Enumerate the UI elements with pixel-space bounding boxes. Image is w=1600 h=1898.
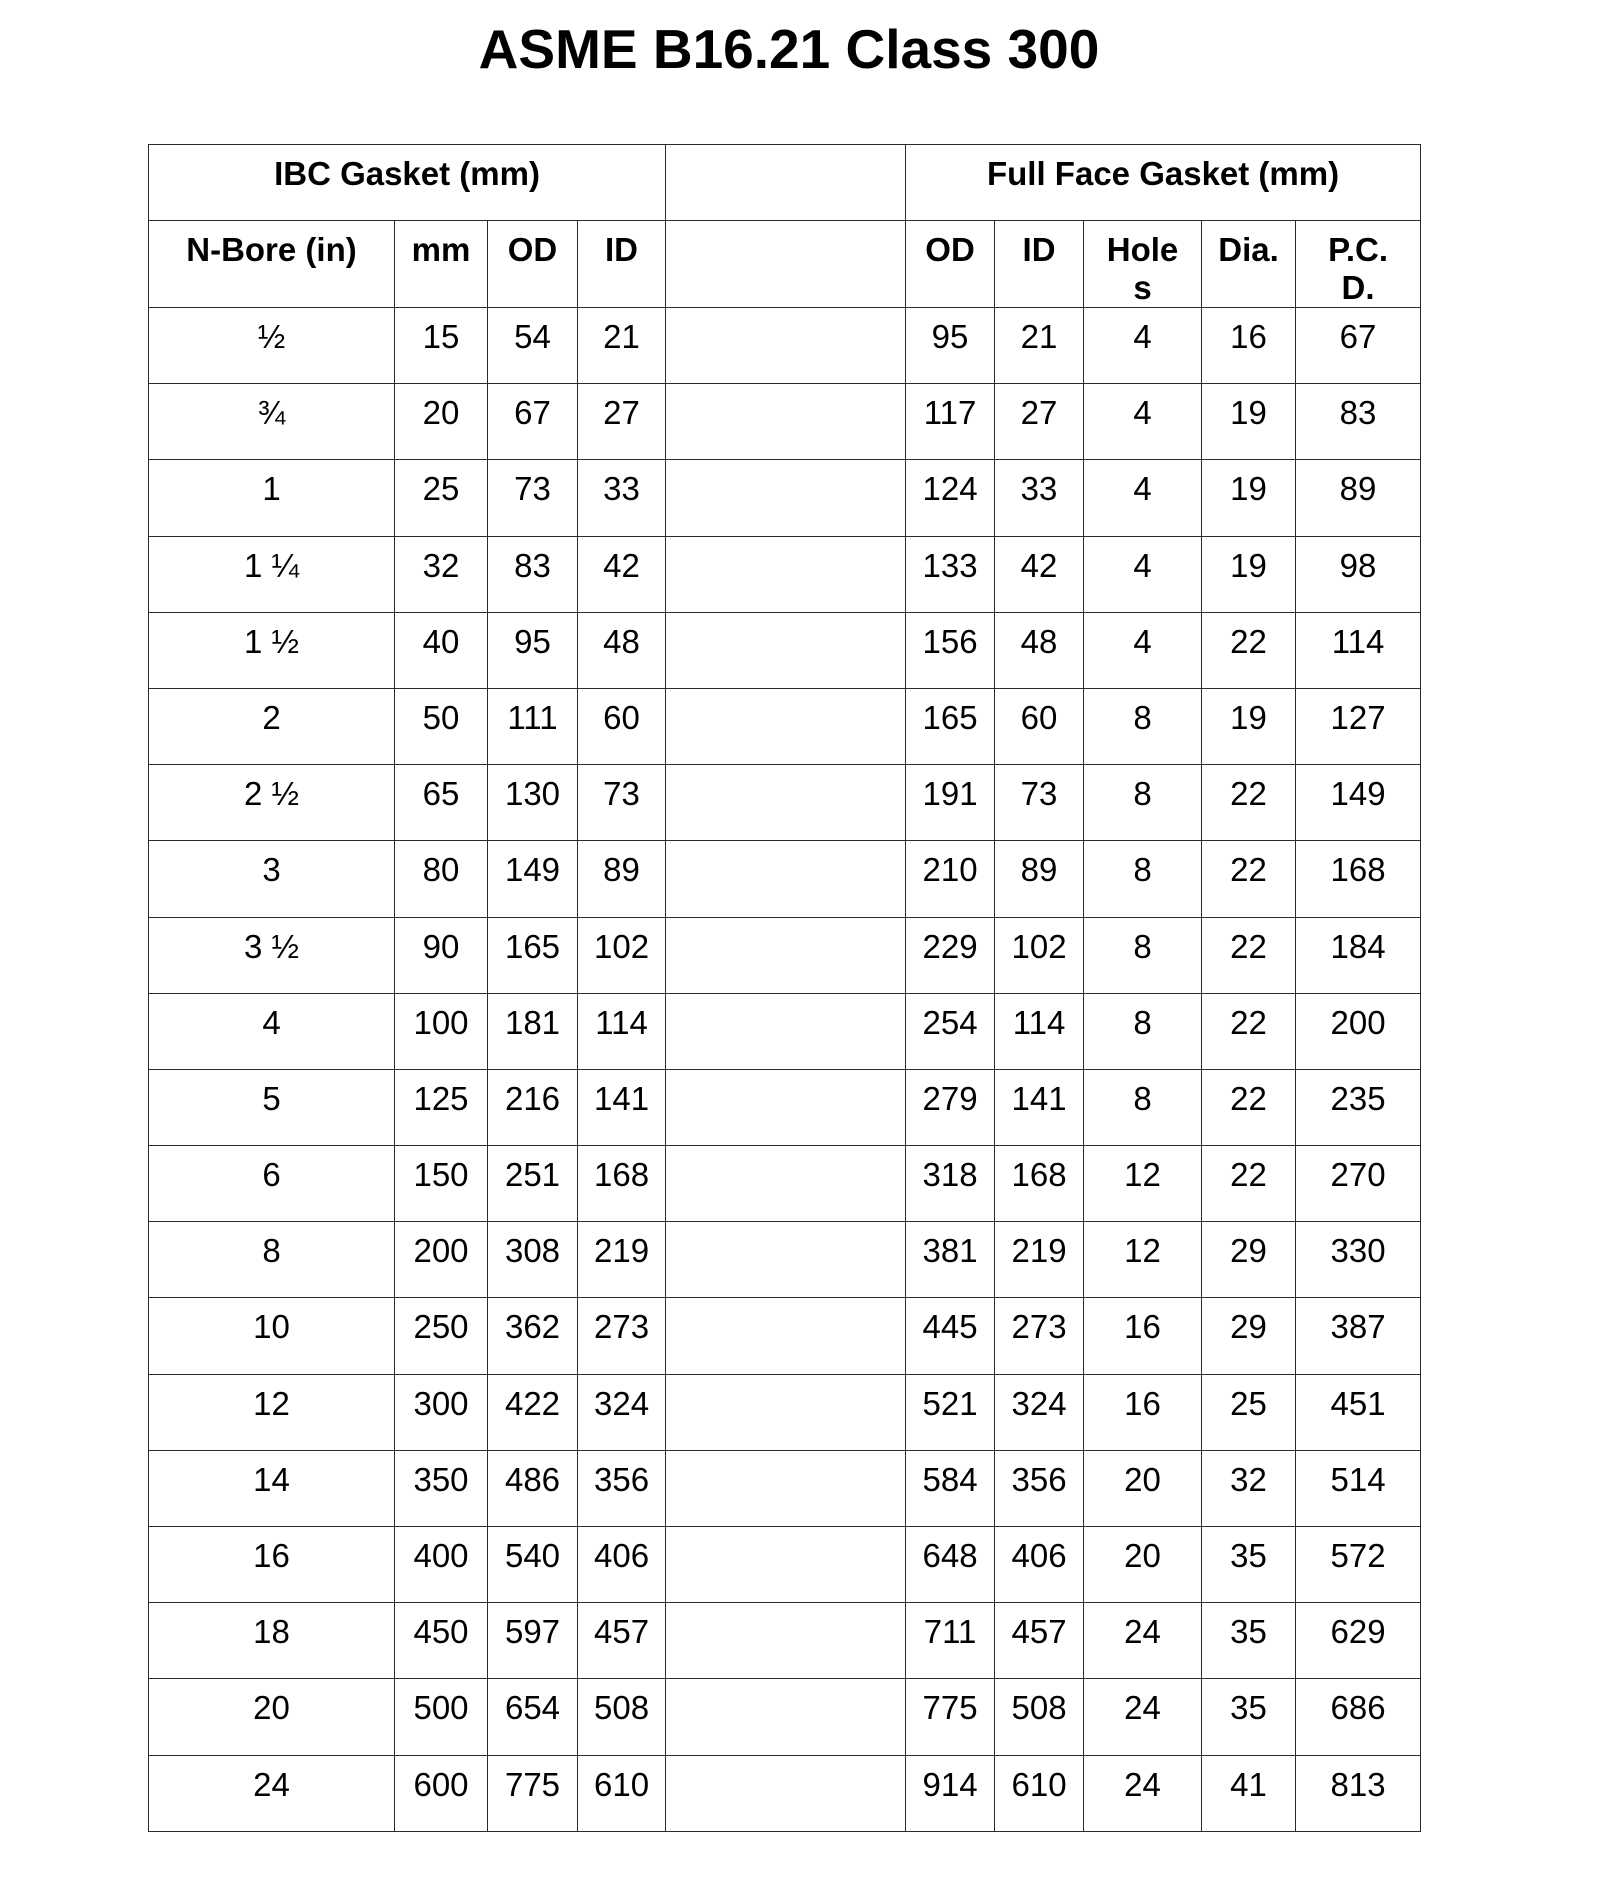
holes-cell: 12 xyxy=(1084,1146,1202,1222)
ff-id-cell: 114 xyxy=(995,993,1084,1069)
ff-od-cell: 191 xyxy=(906,765,995,841)
n-bore-cell: 8 xyxy=(149,1222,395,1298)
holes-cell: 8 xyxy=(1084,1069,1202,1145)
ff-od-cell: 133 xyxy=(906,536,995,612)
dia-cell: 35 xyxy=(1202,1603,1296,1679)
pcd-cell: 127 xyxy=(1296,688,1421,764)
n-bore-cell: 14 xyxy=(149,1450,395,1526)
ff-od-cell: 775 xyxy=(906,1679,995,1755)
mm-cell: 250 xyxy=(395,1298,488,1374)
pcd-cell: 200 xyxy=(1296,993,1421,1069)
column-header-mm: mm xyxy=(395,221,488,308)
group-header-ibc: IBC Gasket (mm) xyxy=(149,145,666,221)
mm-cell: 90 xyxy=(395,917,488,993)
table-row xyxy=(149,612,1421,688)
table-row xyxy=(149,308,1421,384)
spacer-cell xyxy=(666,993,906,1069)
table-row xyxy=(149,1146,1421,1222)
ibc-id-cell: 102 xyxy=(578,917,666,993)
ibc-od-cell: 67 xyxy=(488,384,578,460)
ibc-od-cell: 308 xyxy=(488,1222,578,1298)
ibc-od-cell: 362 xyxy=(488,1298,578,1374)
column-header-ff-id: ID xyxy=(995,221,1084,308)
column-header-holes: Holes xyxy=(1084,221,1202,308)
pcd-cell: 83 xyxy=(1296,384,1421,460)
holes-cell: 16 xyxy=(1084,1374,1202,1450)
pcd-cell: 451 xyxy=(1296,1374,1421,1450)
spacer-cell xyxy=(666,765,906,841)
ibc-od-cell: 422 xyxy=(488,1374,578,1450)
holes-cell: 16 xyxy=(1084,1298,1202,1374)
pcd-cell: 387 xyxy=(1296,1298,1421,1374)
ff-od-cell: 318 xyxy=(906,1146,995,1222)
ibc-id-cell: 33 xyxy=(578,460,666,536)
group-header-spacer xyxy=(666,145,906,221)
pcd-cell: 89 xyxy=(1296,460,1421,536)
ff-id-cell: 273 xyxy=(995,1298,1084,1374)
ibc-od-cell: 597 xyxy=(488,1603,578,1679)
dia-cell: 19 xyxy=(1202,460,1296,536)
holes-cell: 8 xyxy=(1084,993,1202,1069)
ff-od-cell: 124 xyxy=(906,460,995,536)
column-header-spacer xyxy=(666,221,906,308)
n-bore-cell: 12 xyxy=(149,1374,395,1450)
holes-cell: 8 xyxy=(1084,765,1202,841)
spacer-cell xyxy=(666,536,906,612)
dia-cell: 19 xyxy=(1202,688,1296,764)
ibc-od-cell: 486 xyxy=(488,1450,578,1526)
mm-cell: 80 xyxy=(395,841,488,917)
ff-od-cell: 210 xyxy=(906,841,995,917)
n-bore-cell: 18 xyxy=(149,1603,395,1679)
dia-cell: 29 xyxy=(1202,1298,1296,1374)
ibc-od-cell: 130 xyxy=(488,765,578,841)
ff-id-cell: 219 xyxy=(995,1222,1084,1298)
ff-id-cell: 356 xyxy=(995,1450,1084,1526)
spacer-cell xyxy=(666,1755,906,1831)
dia-cell: 22 xyxy=(1202,765,1296,841)
n-bore-cell: 2 xyxy=(149,688,395,764)
n-bore-cell: 3 xyxy=(149,841,395,917)
ibc-id-cell: 73 xyxy=(578,765,666,841)
ff-id-cell: 610 xyxy=(995,1755,1084,1831)
column-header-ibc-id: ID xyxy=(578,221,666,308)
dia-cell: 22 xyxy=(1202,917,1296,993)
mm-cell: 450 xyxy=(395,1603,488,1679)
pcd-cell: 149 xyxy=(1296,765,1421,841)
dia-cell: 16 xyxy=(1202,308,1296,384)
table-row xyxy=(149,1603,1421,1679)
dia-cell: 22 xyxy=(1202,1069,1296,1145)
ff-od-cell: 117 xyxy=(906,384,995,460)
pcd-cell: 98 xyxy=(1296,536,1421,612)
spacer-cell xyxy=(666,1298,906,1374)
ibc-id-cell: 406 xyxy=(578,1527,666,1603)
n-bore-cell: 24 xyxy=(149,1755,395,1831)
n-bore-cell: 6 xyxy=(149,1146,395,1222)
ff-od-cell: 445 xyxy=(906,1298,995,1374)
ff-id-cell: 508 xyxy=(995,1679,1084,1755)
ibc-id-cell: 114 xyxy=(578,993,666,1069)
ibc-od-cell: 149 xyxy=(488,841,578,917)
table-row xyxy=(149,1069,1421,1145)
ibc-id-cell: 168 xyxy=(578,1146,666,1222)
dia-cell: 32 xyxy=(1202,1450,1296,1526)
dia-cell: 22 xyxy=(1202,993,1296,1069)
ibc-od-cell: 181 xyxy=(488,993,578,1069)
ibc-id-cell: 324 xyxy=(578,1374,666,1450)
ibc-od-cell: 216 xyxy=(488,1069,578,1145)
pcd-cell: 813 xyxy=(1296,1755,1421,1831)
mm-cell: 65 xyxy=(395,765,488,841)
ff-id-cell: 406 xyxy=(995,1527,1084,1603)
table-row xyxy=(149,688,1421,764)
spacer-cell xyxy=(666,1222,906,1298)
column-header-pcd: P.C.D. xyxy=(1296,221,1421,308)
ibc-od-cell: 111 xyxy=(488,688,578,764)
column-header-ff-od: OD xyxy=(906,221,995,308)
holes-cell: 8 xyxy=(1084,688,1202,764)
dia-cell: 41 xyxy=(1202,1755,1296,1831)
ff-od-cell: 914 xyxy=(906,1755,995,1831)
ff-id-cell: 141 xyxy=(995,1069,1084,1145)
n-bore-cell: ¾ xyxy=(149,384,395,460)
table-row xyxy=(149,1374,1421,1450)
n-bore-cell: 20 xyxy=(149,1679,395,1755)
n-bore-cell: 1 ¼ xyxy=(149,536,395,612)
dia-cell: 19 xyxy=(1202,384,1296,460)
n-bore-cell: 2 ½ xyxy=(149,765,395,841)
pcd-cell: 270 xyxy=(1296,1146,1421,1222)
ibc-id-cell: 610 xyxy=(578,1755,666,1831)
dia-cell: 22 xyxy=(1202,1146,1296,1222)
spacer-cell xyxy=(666,1374,906,1450)
spacer-cell xyxy=(666,1146,906,1222)
table-row xyxy=(149,1679,1421,1755)
table-row xyxy=(149,460,1421,536)
spacer-cell xyxy=(666,841,906,917)
holes-cell: 24 xyxy=(1084,1679,1202,1755)
holes-cell: 20 xyxy=(1084,1527,1202,1603)
dia-cell: 22 xyxy=(1202,612,1296,688)
ibc-id-cell: 219 xyxy=(578,1222,666,1298)
mm-cell: 600 xyxy=(395,1755,488,1831)
spacer-cell xyxy=(666,460,906,536)
ibc-od-cell: 654 xyxy=(488,1679,578,1755)
pcd-cell: 184 xyxy=(1296,917,1421,993)
holes-cell: 4 xyxy=(1084,612,1202,688)
spacer-cell xyxy=(666,1603,906,1679)
table-row xyxy=(149,765,1421,841)
ff-id-cell: 27 xyxy=(995,384,1084,460)
n-bore-cell: 1 xyxy=(149,460,395,536)
n-bore-cell: 5 xyxy=(149,1069,395,1145)
spacer-cell xyxy=(666,1450,906,1526)
ibc-od-cell: 95 xyxy=(488,612,578,688)
mm-cell: 200 xyxy=(395,1222,488,1298)
mm-cell: 25 xyxy=(395,460,488,536)
holes-cell: 4 xyxy=(1084,384,1202,460)
column-header-n-bore: N-Bore (in) xyxy=(149,221,395,308)
dia-cell: 19 xyxy=(1202,536,1296,612)
pcd-cell: 67 xyxy=(1296,308,1421,384)
table-row xyxy=(149,536,1421,612)
ibc-id-cell: 356 xyxy=(578,1450,666,1526)
ibc-id-cell: 42 xyxy=(578,536,666,612)
ff-od-cell: 156 xyxy=(906,612,995,688)
n-bore-cell: 3 ½ xyxy=(149,917,395,993)
spacer-cell xyxy=(666,1527,906,1603)
ff-od-cell: 711 xyxy=(906,1603,995,1679)
ff-id-cell: 89 xyxy=(995,841,1084,917)
ibc-id-cell: 273 xyxy=(578,1298,666,1374)
n-bore-cell: 1 ½ xyxy=(149,612,395,688)
holes-cell: 8 xyxy=(1084,917,1202,993)
ff-od-cell: 229 xyxy=(906,917,995,993)
n-bore-cell: ½ xyxy=(149,308,395,384)
ff-id-cell: 102 xyxy=(995,917,1084,993)
pcd-cell: 235 xyxy=(1296,1069,1421,1145)
ibc-od-cell: 775 xyxy=(488,1755,578,1831)
mm-cell: 20 xyxy=(395,384,488,460)
pcd-cell: 629 xyxy=(1296,1603,1421,1679)
mm-cell: 50 xyxy=(395,688,488,764)
ff-id-cell: 457 xyxy=(995,1603,1084,1679)
ibc-id-cell: 89 xyxy=(578,841,666,917)
group-header-row xyxy=(149,145,1421,221)
ff-od-cell: 648 xyxy=(906,1527,995,1603)
table-row xyxy=(149,384,1421,460)
holes-cell: 24 xyxy=(1084,1755,1202,1831)
n-bore-cell: 4 xyxy=(149,993,395,1069)
pcd-cell: 330 xyxy=(1296,1222,1421,1298)
mm-cell: 15 xyxy=(395,308,488,384)
table-row xyxy=(149,1222,1421,1298)
pcd-cell: 572 xyxy=(1296,1527,1421,1603)
mm-cell: 300 xyxy=(395,1374,488,1450)
ibc-id-cell: 457 xyxy=(578,1603,666,1679)
ff-id-cell: 42 xyxy=(995,536,1084,612)
pcd-cell: 686 xyxy=(1296,1679,1421,1755)
column-header-ibc-od: OD xyxy=(488,221,578,308)
ff-id-cell: 21 xyxy=(995,308,1084,384)
spacer-cell xyxy=(666,384,906,460)
ibc-id-cell: 27 xyxy=(578,384,666,460)
mm-cell: 40 xyxy=(395,612,488,688)
holes-cell: 12 xyxy=(1084,1222,1202,1298)
table-row xyxy=(149,1298,1421,1374)
ff-od-cell: 165 xyxy=(906,688,995,764)
ibc-od-cell: 165 xyxy=(488,917,578,993)
ff-od-cell: 584 xyxy=(906,1450,995,1526)
dia-cell: 25 xyxy=(1202,1374,1296,1450)
ibc-od-cell: 83 xyxy=(488,536,578,612)
spacer-cell xyxy=(666,308,906,384)
pcd-cell: 168 xyxy=(1296,841,1421,917)
holes-cell: 4 xyxy=(1084,460,1202,536)
table-row xyxy=(149,1450,1421,1526)
dia-cell: 35 xyxy=(1202,1679,1296,1755)
ibc-od-cell: 73 xyxy=(488,460,578,536)
ibc-od-cell: 54 xyxy=(488,308,578,384)
ibc-id-cell: 48 xyxy=(578,612,666,688)
ibc-id-cell: 21 xyxy=(578,308,666,384)
table-row xyxy=(149,841,1421,917)
gasket-dimensions-table xyxy=(148,144,1421,1832)
ibc-id-cell: 60 xyxy=(578,688,666,764)
table-row xyxy=(149,1527,1421,1603)
mm-cell: 500 xyxy=(395,1679,488,1755)
spacer-cell xyxy=(666,688,906,764)
n-bore-cell: 10 xyxy=(149,1298,395,1374)
table-row xyxy=(149,993,1421,1069)
spacer-cell xyxy=(666,917,906,993)
holes-cell: 24 xyxy=(1084,1603,1202,1679)
spacer-cell xyxy=(666,612,906,688)
column-header-dia: Dia. xyxy=(1202,221,1296,308)
mm-cell: 32 xyxy=(395,536,488,612)
ff-id-cell: 324 xyxy=(995,1374,1084,1450)
ff-id-cell: 33 xyxy=(995,460,1084,536)
ff-id-cell: 60 xyxy=(995,688,1084,764)
n-bore-cell: 16 xyxy=(149,1527,395,1603)
ff-od-cell: 279 xyxy=(906,1069,995,1145)
mm-cell: 400 xyxy=(395,1527,488,1603)
ibc-od-cell: 251 xyxy=(488,1146,578,1222)
page-title: ASME B16.21 Class 300 xyxy=(478,18,1100,80)
group-header-full-face: Full Face Gasket (mm) xyxy=(906,145,1421,221)
dia-cell: 35 xyxy=(1202,1527,1296,1603)
mm-cell: 150 xyxy=(395,1146,488,1222)
ibc-id-cell: 508 xyxy=(578,1679,666,1755)
mm-cell: 125 xyxy=(395,1069,488,1145)
pcd-cell: 114 xyxy=(1296,612,1421,688)
mm-cell: 350 xyxy=(395,1450,488,1526)
dia-cell: 29 xyxy=(1202,1222,1296,1298)
ff-od-cell: 95 xyxy=(906,308,995,384)
mm-cell: 100 xyxy=(395,993,488,1069)
spacer-cell xyxy=(666,1069,906,1145)
dia-cell: 22 xyxy=(1202,841,1296,917)
pcd-cell: 514 xyxy=(1296,1450,1421,1526)
ff-od-cell: 254 xyxy=(906,993,995,1069)
table-row xyxy=(149,917,1421,993)
table-row xyxy=(149,1755,1421,1831)
ibc-id-cell: 141 xyxy=(578,1069,666,1145)
holes-cell: 20 xyxy=(1084,1450,1202,1526)
column-header-row xyxy=(149,221,1421,308)
spacer-cell xyxy=(666,1679,906,1755)
ff-od-cell: 381 xyxy=(906,1222,995,1298)
ibc-od-cell: 540 xyxy=(488,1527,578,1603)
holes-cell: 4 xyxy=(1084,308,1202,384)
holes-cell: 8 xyxy=(1084,841,1202,917)
holes-cell: 4 xyxy=(1084,536,1202,612)
ff-id-cell: 73 xyxy=(995,765,1084,841)
ff-id-cell: 48 xyxy=(995,612,1084,688)
ff-od-cell: 521 xyxy=(906,1374,995,1450)
ff-id-cell: 168 xyxy=(995,1146,1084,1222)
